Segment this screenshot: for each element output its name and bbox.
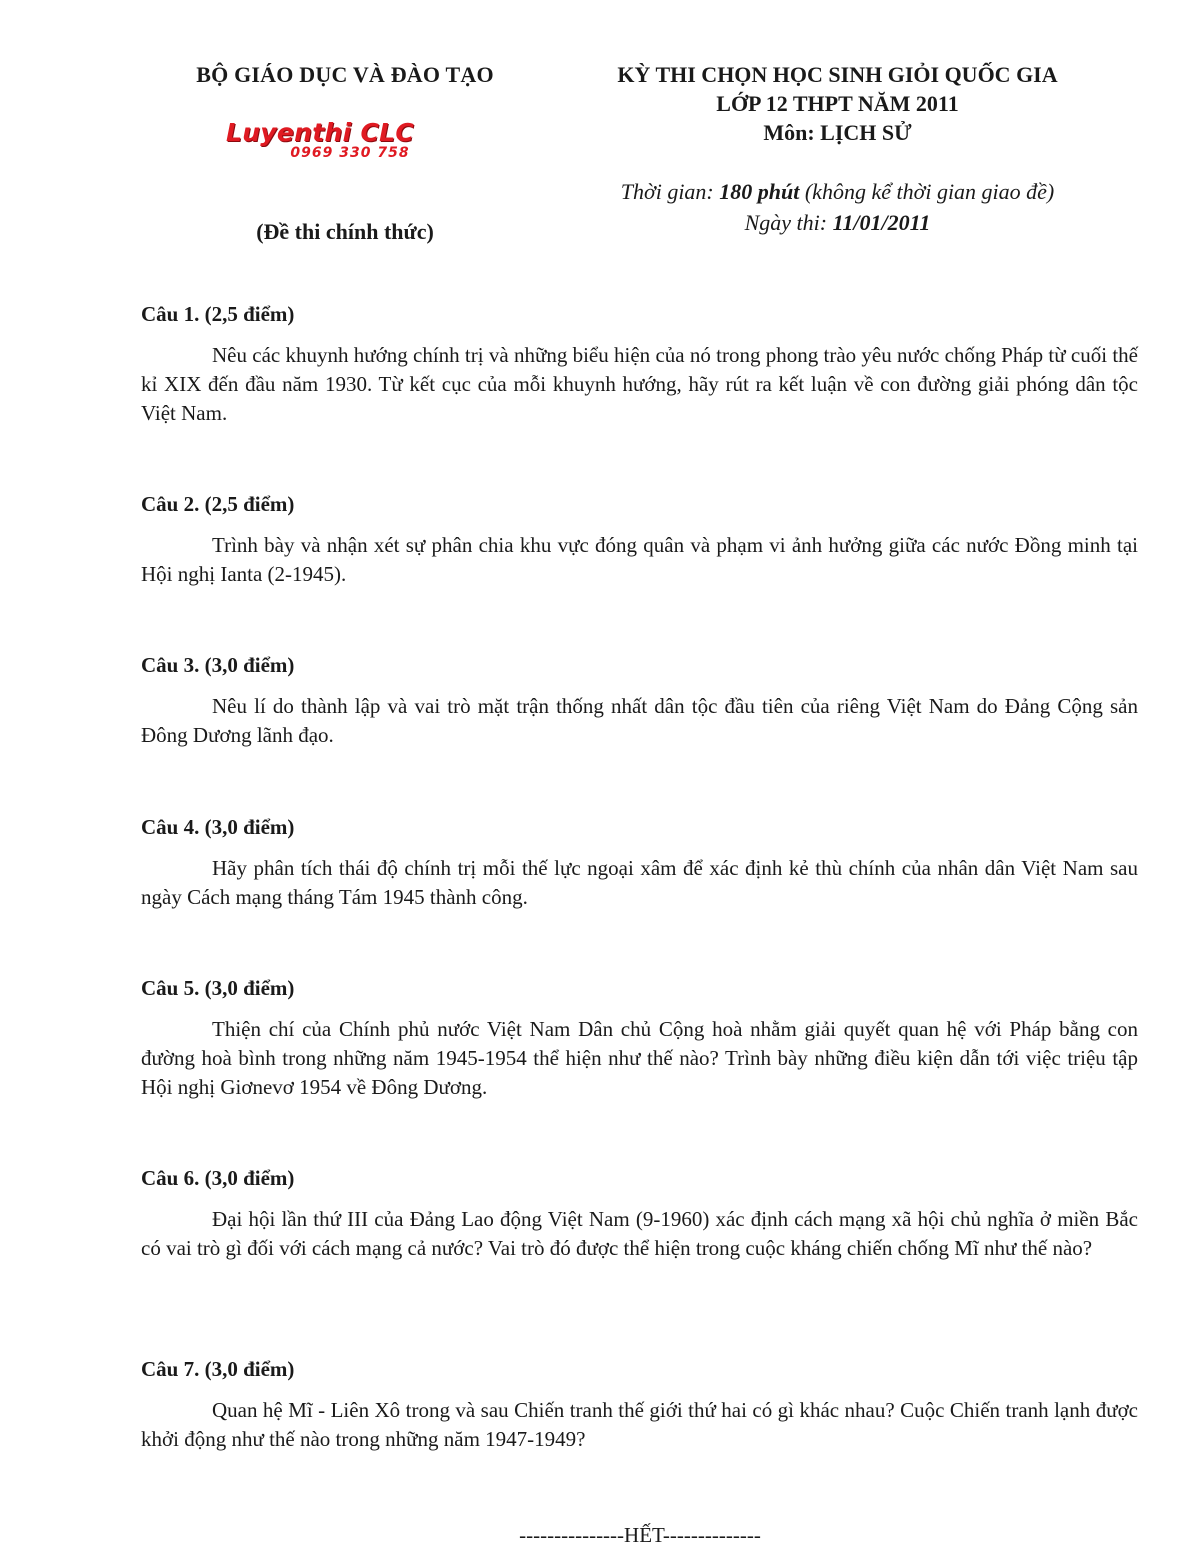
question-body: Quan hệ Mĩ - Liên Xô trong và sau Chiến tranh thế giới thứ hai có gì khác nhau? Cuộc Chiến tranh lạnh được khởi động như thế nào trong những năm 1947-1949? — [141, 1398, 1138, 1451]
question-body: Nêu các khuynh hướng chính trị và những biểu hiện của nó trong phong trào yêu nước chống Pháp từ cuối thế kỉ XIX đến đầu năm 1930. Từ kết cục của mỗi khuynh hướng, hãy rút ra kết luận về con đường giải phóng dân tộc Việt Nam. — [141, 343, 1138, 425]
question-title: Câu 6. (3,0 điểm) — [141, 1166, 295, 1190]
exam-time-info — [565, 176, 1110, 238]
time-line — [565, 176, 1110, 207]
exam-title: KỲ THI CHỌN HỌC SINH GIỎI QUỐC GIA — [617, 62, 1058, 87]
date-line — [565, 207, 1110, 238]
question-title: Câu 5. (3,0 điểm) — [141, 976, 295, 1000]
question-title: Câu 7. (3,0 điểm) — [141, 1357, 295, 1381]
time-value: 180 phút — [719, 179, 800, 204]
header-right — [565, 60, 1110, 147]
question-title: Câu 4. (3,0 điểm) — [141, 815, 295, 839]
question-title: Câu 3. (3,0 điểm) — [141, 653, 295, 677]
time-prefix: Thời gian: — [620, 179, 720, 204]
question-body: Đại hội lần thứ III của Đảng Lao động Việt Nam (9-1960) xác định cách mạng xã hội chủ nghĩa ở miền Bắc có vai trò gì đối với cách mạng cả nước? Vai trò đó được thể hiện trong cuộc kháng chiến chống Mĩ như thế nào? — [141, 1207, 1138, 1260]
grade-year: LỚP 12 THPT NĂM 2011 — [716, 91, 959, 116]
question-body: Nêu lí do thành lập và vai trò mặt trận thống nhất dân tộc đầu tiên của riêng Việt Nam do Đảng Cộng sản Đông Dương lãnh đạo. — [141, 694, 1138, 747]
official-exam-note: (Đề thi chính thức) — [256, 219, 434, 244]
date-value: 11/01/2011 — [832, 210, 931, 235]
question-body: Thiện chí của Chính phủ nước Việt Nam Dân chủ Cộng hoà nhằm giải quyết quan hệ với Pháp bằng con đường hoà bình trong những năm 1945-1954 thể hiện như thế nào? Trình bày những điều kiện dẫn tới việc triệu tập Hội nghị Giơnevơ 1954 về Đông Dương. — [141, 1017, 1138, 1099]
question-5 — [141, 974, 1138, 1102]
question-4 — [141, 813, 1138, 912]
question-body: Trình bày và nhận xét sự phân chia khu vực đóng quân và phạm vi ảnh hưởng giữa các nước Đồng minh tại Hội nghị Ianta (2-1945). — [141, 533, 1138, 586]
end-marker: ---------------HẾT-------------- — [519, 1523, 761, 1547]
question-6 — [141, 1164, 1138, 1263]
ministry-name: BỘ GIÁO DỤC VÀ ĐÀO TẠO — [196, 62, 494, 87]
subject-title: Môn: LỊCH SỬ — [763, 120, 912, 145]
question-7 — [141, 1355, 1138, 1454]
question-3 — [141, 651, 1138, 750]
luyenthi-logo — [195, 120, 445, 161]
question-title: Câu 1. (2,5 điểm) — [141, 302, 295, 326]
question-title: Câu 2. (2,5 điểm) — [141, 492, 295, 516]
question-1 — [141, 300, 1138, 428]
header-left — [140, 60, 550, 161]
time-suffix: (không kể thời gian giao đề) — [799, 179, 1055, 204]
question-body: Hãy phân tích thái độ chính trị mỗi thế lực ngoại xâm để xác định kẻ thù chính của nhân dân Việt Nam sau ngày Cách mạng tháng Tám 1945 thành công. — [141, 856, 1138, 909]
logo-phone: 0969 330 758 — [290, 145, 410, 161]
question-2 — [141, 490, 1138, 589]
logo-brand: Luyenthi CLC — [225, 118, 415, 147]
date-prefix: Ngày thi: — [744, 210, 833, 235]
